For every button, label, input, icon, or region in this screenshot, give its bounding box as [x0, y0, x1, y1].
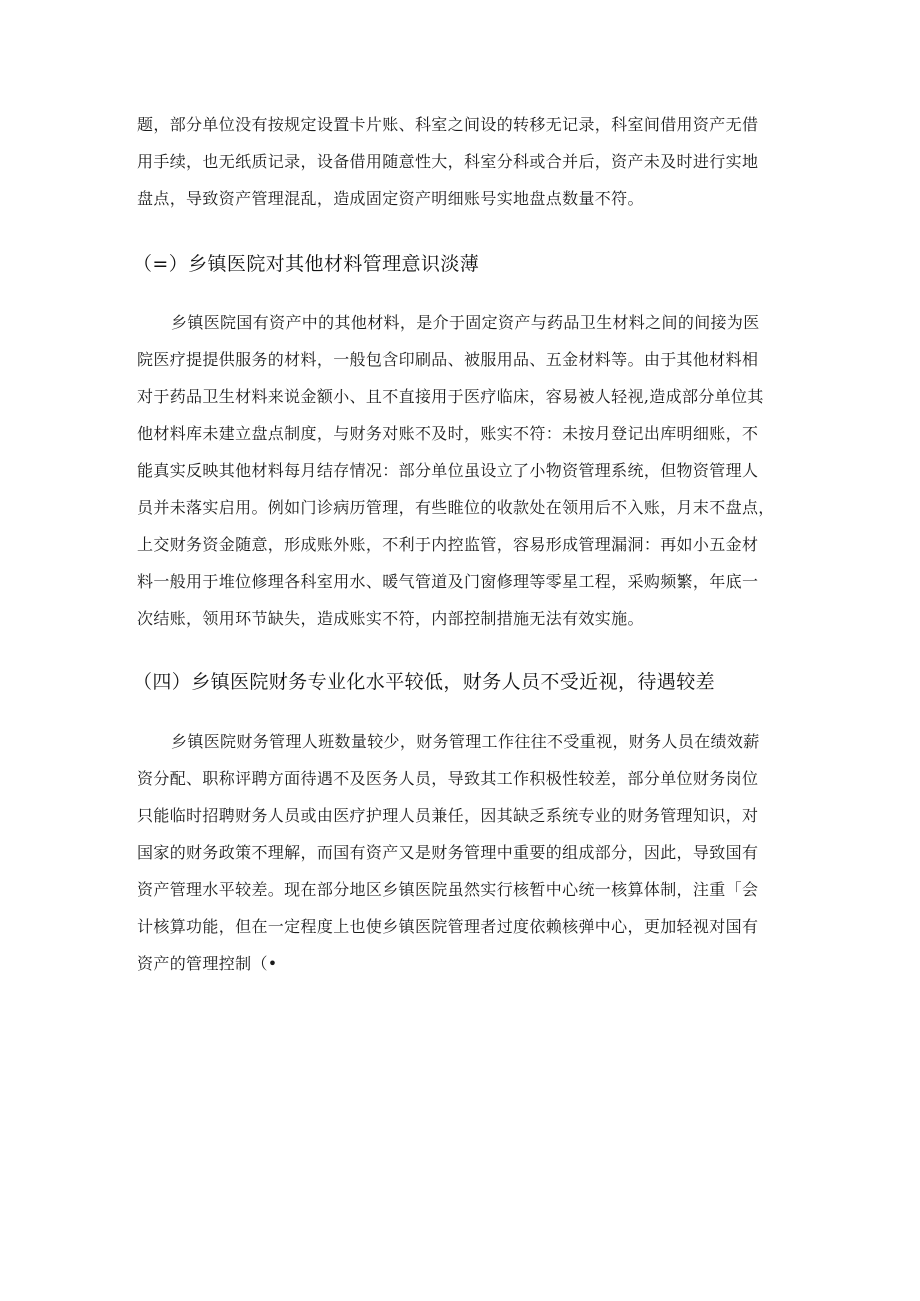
paragraph-line: 国家的财务政策不理解，而国有资产又是财务管理中重要的组成部分，因此，导致国有 — [137, 843, 759, 862]
paragraph-line: 对于药品卫生材料来说金额小、且不直接用于医疗临床，容易被人轻视,造成部分单位其 — [137, 387, 764, 406]
paragraph-line: 院医疗提提供服务的材料，一般包含印刷品、被服用品、五金材料等。由于其他材料相 — [137, 350, 759, 369]
section-heading: （四）乡镇医院财务专业化水平较低，财务人员不受近视，待遇较差 — [133, 671, 716, 693]
paragraph-line: 员并未落实启用。例如门诊病历管理，有些睢位的收款处在领用后不入账，月末不盘点， — [137, 498, 775, 517]
paragraph-line: 他材料库未建立盘点制度，与财务对账不及时，账实不符：未按月登记出库明细账，不 — [137, 424, 759, 443]
section-heading: （=）乡镇医院对其他材料管理意识淡薄 — [133, 253, 480, 275]
paragraph-line: 上交财务资金随意，形成账外账，不利于内控监管，容易形成管理漏洞：再如小五金材 — [137, 535, 759, 554]
paragraph-line: 用手续，也无纸质记录，设备借用随意性大，科室分科或合并后，资产未及时进行实地 — [137, 152, 759, 171]
paragraph-line: 盘点，导致资产管理混乱，造成固定资产明细账号实地盘点数量不符。 — [137, 189, 644, 208]
paragraph-line: 资产管理水平较差。现在部分地区乡镇医院虽然实行核暂中心统一核算体制，注重「会 — [137, 880, 759, 899]
paragraph-line: 题，部分单位没有按规定设置卡片账、科室之间设的转移无记录，科室间借用资产无借 — [137, 115, 759, 134]
paragraph-line: 能真实反映其他材料每月结存情况：部分单位虽设立了小物资管理系统，但物资管理人 — [137, 461, 759, 480]
paragraph-line: 计核算功能，但在一定程度上也使乡镇医院管理者过度依赖核弹中心，更加轻视对国有 — [137, 917, 759, 936]
paragraph-line: 资产的管理控制（• — [137, 954, 278, 973]
paragraph-line: 乡镇医院国有资产中的其他材料，是介于固定资产与药品卫生材料之间的间接为医 — [171, 313, 760, 332]
paragraph-line: 乡镇医院财务管理人班数量较少，财务管理工作往往不受重视，财务人员在绩效薪 — [171, 732, 760, 751]
paragraph-line: 资分配、职称评聘方面待遇不及医务人员，导致其工作积极性较差，部分单位财务岗位 — [137, 769, 759, 788]
paragraph-line: 料一般用于堆位修理各科室用水、暖气管道及门窗修理等零星工程，采购频繁，年底一 — [137, 572, 759, 591]
paragraph-line: 次结账，领用环节缺失，造成账实不符，内部控制措施无法有效实施。 — [137, 609, 644, 628]
paragraph-line: 只能临时招聘财务人员或由医疗护理人员兼任，因其缺乏系统专业的财务管理知识，对 — [137, 806, 759, 825]
